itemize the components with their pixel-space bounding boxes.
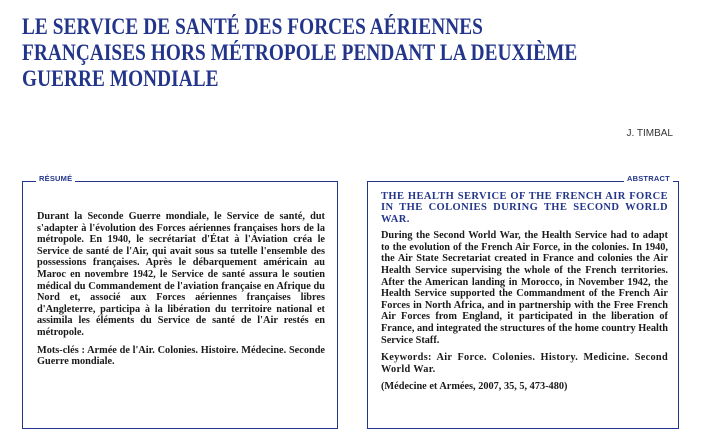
title-line-3: GUERRE MONDIALE [22, 66, 219, 92]
abstract-title: THE HEALTH SERVICE OF THE FRENCH AIR FORCE IN THE COLONIES DURING THE SECOND WORLD WAR. [381, 191, 668, 225]
resume-keywords: Mots-clés : Armée de l'Air. Colonies. Histoire. Médecine. Seconde Guerre mondiale. [37, 344, 325, 368]
resume-text: Durant la Seconde Guerre mondiale, le Service de santé, dut s'adapter à l'évolution des Forces aériennes françaises hors de la métropole. En 1940, le secrétariat d'État à l'Aviation créa le Service de santé de l'Air, qui avait sous sa tutelle l'ensemble des possessions françaises. Après le débarquement américain au Maroc en novembre 1942, le Service de santé assura le soutien médical du Commandement de l'aviation française en Afrique du Nord et, associé aux Forces aériennes françaises libres d'Angleterre, participa à la libération du territoire national et assimila les éléments du Service de santé de l'Air restés en métropole. [37, 211, 325, 338]
abstract-keywords: Keywords: Air Force. Colonies. History. Medicine. Second World War. [381, 352, 668, 375]
abstract-content [381, 191, 668, 399]
resume-content [37, 211, 325, 374]
title-line-1: LE SERVICE DE SANTÉ DES FORCES AÉRIENNES [22, 14, 483, 40]
resume-label: RÉSUMÉ [36, 174, 75, 183]
citation-reference: (Médecine et Armées, 2007, 35, 5, 473-480) [381, 381, 568, 393]
abstract-text: During the Second World War, the Health Service had to adapt to the evolution of the French Air Force, in the colonies. In 1940, the Air State Secretariat created in France and colonies the Air Health Service supervising the whole of the French territories. After the American landing in Morocco, in November 1942, the Health Service supported the Commandment of the French Air Forces in North Africa, and in partnership with the Free French Air Forces from England, it participated in the liberation of France, and integrated the structures of the home country Health Service Staff. [381, 230, 668, 346]
title-line-2: FRANÇAISES HORS MÉTROPOLE PENDANT LA DEUXIÈME [22, 40, 578, 66]
author-name: J. TIMBAL [626, 128, 673, 139]
abstract-label: ABSTRACT [624, 174, 673, 183]
article-title [22, 14, 678, 92]
